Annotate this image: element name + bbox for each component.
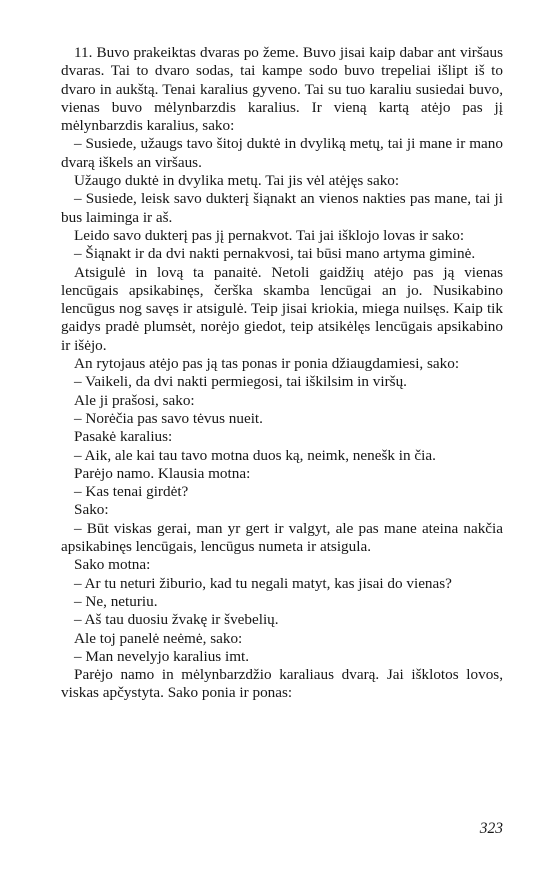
page-text [61,44,503,703]
paragraph: – Norėčia pas savo tėvus nueit. [74,409,263,427]
paragraph: Užaugo duktė in dvylika metų. Tai jis vėl atėjęs sako: [74,172,400,190]
paragraph: Leido savo dukterį pas jį pernakvot. Tai jai išklojo lovas ir sako: [74,226,465,244]
paragraph: Sako: [74,501,109,519]
paragraph: – Vaikeli, da dvi nakti permiegosi, tai iškilsim in viršų. [74,373,407,391]
paragraph: Pasakė karalius: [74,428,173,446]
paragraph: – Aik, ale kai tau tavo motna duos ką, neimk, nenešk in čia. [74,446,436,464]
paragraph: Parėjo namo in mėlynbarzdžio karaliaus dvarą. Jai išklotos lovos, viskas apčystyta. Sako ponia ir ponas: [61,666,503,702]
paragraph: – Susiede, užaugs tavo šitoj duktė in dvyliką metų, tai ji mane ir mano dvarą iškels an viršaus. [61,135,503,171]
paragraph: – Ne, neturiu. [74,592,158,610]
paragraph: – Kas tenai girdėt? [74,483,189,501]
paragraph: Atsigulė in lovą ta panaitė. Netoli gaidžių atėjo pas ją vienas lencūgais apsikabinęs, čerška skamba lencūgai an jo. Nusikabino lencūgus nog savęs ir atsigulė. Teip jisai kriokia, miega nuilsęs. Kaip tik gaidys pradė plumsėt, norėjo giedot, teip atsikėlęs lencūgais apsikabino ir išėjo. [61,263,503,354]
paragraph: Ale ji prašosi, sako: [74,391,195,409]
paragraph: An rytojaus atėjo pas ją tas ponas ir ponia džiaugdamiesi, sako: [74,355,460,373]
paragraph: Parėjo namo. Klausia motna: [74,464,251,482]
paragraph: Ale toj panelė neėmė, sako: [74,629,243,647]
paragraph: – Susiede, leisk savo dukterį šiąnakt an vienos nakties pas mane, tai ji bus laiminga ir aš. [61,190,503,226]
paragraph: – Man nevelyjo karalius imt. [74,647,250,665]
paragraph: Sako motna: [74,556,151,574]
paragraph: – Aš tau duosiu žvakę ir švebelių. [74,611,279,629]
paragraph: 11. Buvo prakeiktas dvaras po žeme. Buvo jisai kaip dabar ant viršaus dvaras. Tai to dvaro sodas, tai kampe sodo buvo trepeliai išlipt iš to dvaro in aukštą. Tenai karalius gyveno. Tai su tuo karaliu susiedai buvo, vienas buvo mėlynbarzdis karalius. Ir vieną kartą atėjo pas jį mėlynbarzdis karalius, sako: [61,44,503,135]
paragraph: – Ar tu neturi žiburio, kad tu negali matyt, kas jisai do vienas? [74,574,452,592]
page-number: 323 [479,820,503,837]
paragraph: – Šiąnakt ir da dvi nakti pernakvosi, tai būsi mano artyma giminė. [74,245,476,263]
paragraph: – Būt viskas gerai, man yr gert ir valgyt, ale pas mane ateina nakčia apsikabinęs lencūgais, lencūgus numeta ir atsigula. [61,519,503,556]
